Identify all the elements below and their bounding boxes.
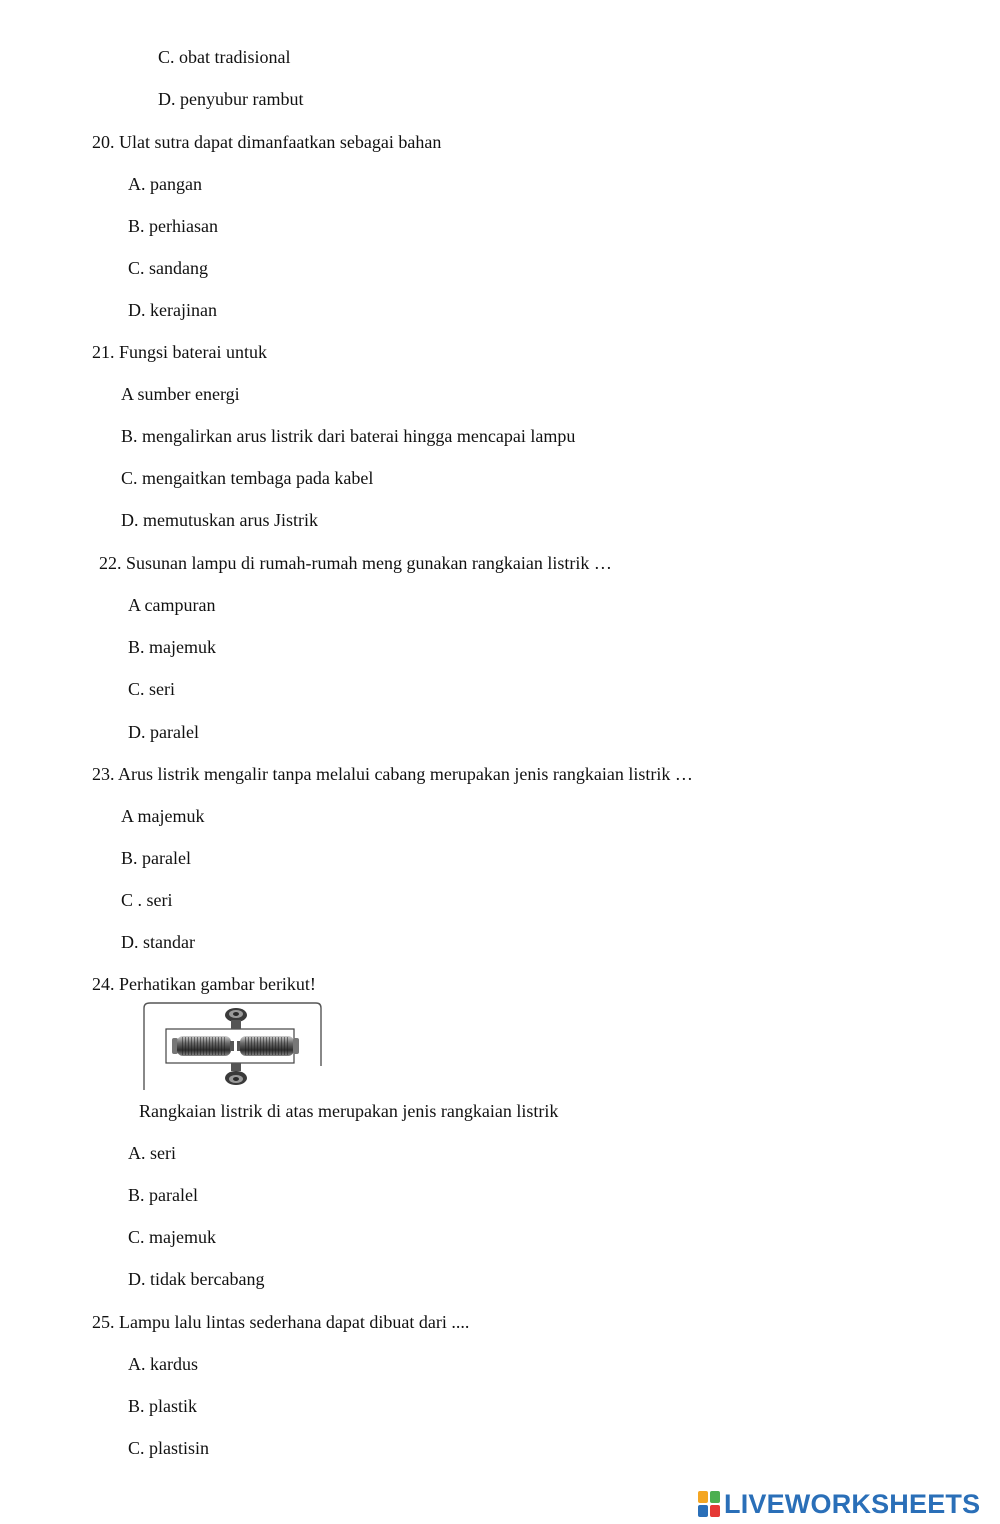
circuit-figure [142,1002,322,1094]
q23-option-b: B. paralel [121,848,191,868]
logo-text: LIVEWORKSHEETS [724,1489,981,1519]
q22-question: 22. Susunan lampu di rumah-rumah meng gunakan rangkaian listrik … [99,553,612,573]
series-circuit-diagram [142,1002,322,1094]
q20-question: 20. Ulat sutra dapat dimanfaatkan sebagai bahan [92,132,442,152]
q23-option-d: D. standar [121,932,195,952]
q25-question: 25. Lampu lalu lintas sederhana dapat dibuat dari .... [92,1312,470,1332]
q25-option-a: A. kardus [128,1354,198,1374]
q24-caption: Rangkaian listrik di atas merupakan jenis rangkaian listrik [139,1101,559,1121]
bulb-bottom-icon [225,1063,247,1085]
q22-option-d: D. paralel [128,722,199,742]
q21-question: 21. Fungsi baterai untuk [92,342,267,362]
q22-option-b: B. majemuk [128,637,216,657]
q19-option-d: D. penyubur rambut [158,89,304,109]
q20-option-a: A. pangan [128,174,202,194]
q21-option-c: C. mengaitkan tembaga pada kabel [121,468,374,488]
q24-option-c: C. majemuk [128,1227,216,1247]
q20-option-b: B. perhiasan [128,216,218,236]
liveworksheets-mark-icon [698,1491,720,1517]
q23-option-a: A majemuk [121,806,205,826]
q24-option-b: B. paralel [128,1185,198,1205]
q22-option-a: A campuran [128,595,216,615]
liveworksheets-logo [698,1490,980,1518]
battery-right-icon [237,1036,299,1056]
q23-option-c: C . seri [121,890,173,910]
q22-option-c: C. seri [128,679,175,699]
q21-option-d: D. memutuskan arus Jistrik [121,510,318,530]
bulb-top-icon [225,1008,247,1029]
q20-option-d: D. kerajinan [128,300,217,320]
q25-option-c: C. plastisin [128,1438,210,1458]
battery-left-icon [172,1036,234,1056]
q20-option-c: C. sandang [128,258,208,278]
q23-question: 23. Arus listrik mengalir tanpa melalui cabang merupakan jenis rangkaian listrik … [92,764,693,784]
q25-option-b: B. plastik [128,1396,198,1416]
q19-option-c: C. obat tradisional [158,47,291,67]
q21-option-a: A sumber energi [121,384,240,404]
q24-question: 24. Perhatikan gambar berikut! [92,974,316,994]
q24-option-a: A. seri [128,1143,176,1163]
q24-option-d: D. tidak bercabang [128,1269,265,1289]
q21-option-b: B. mengalirkan arus listrik dari baterai hingga mencapai lampu [121,426,576,446]
